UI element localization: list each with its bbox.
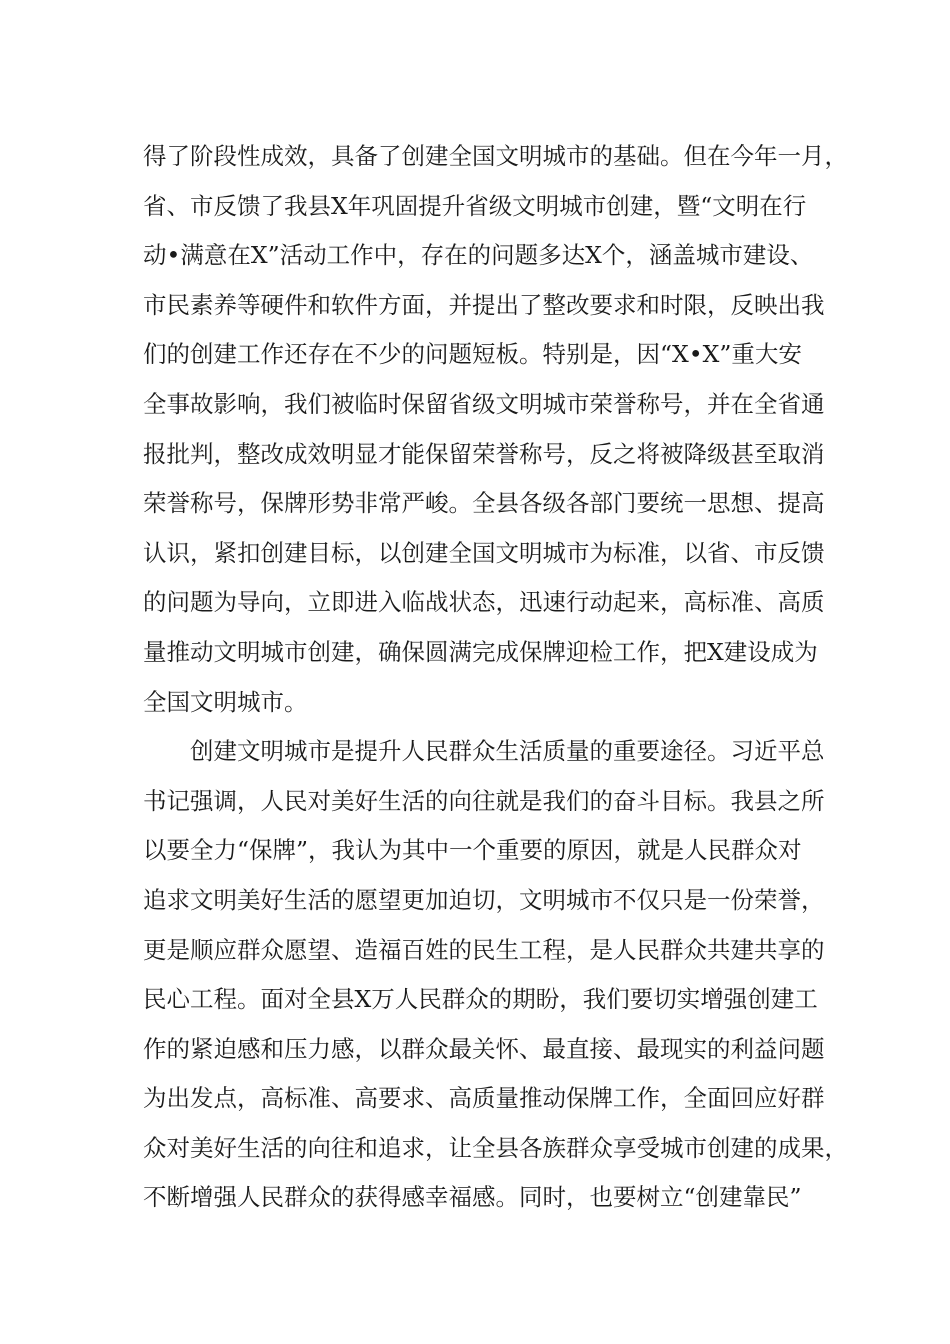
text-line: 不断增强人民群众的获得感幸福感。同时，也要树立“创建靠民” xyxy=(143,1183,802,1212)
text-line: 量推动文明城市创建，确保圆满完成保牌迎检工作，把X建设成为 xyxy=(143,637,818,666)
paragraph-2 xyxy=(143,727,848,1223)
text-line: 全国文明城市。 xyxy=(143,687,308,716)
text-line: 追求文明美好生活的愿望更加迫切，文明城市不仅只是一份荣誉， xyxy=(143,885,825,914)
text-line: 们的创建工作还存在不少的问题短板。特别是，因“X•X”重大安 xyxy=(143,340,802,369)
text-line: 报批判，整改成效明显才能保留荣誉称号，反之将被降级甚至取消 xyxy=(143,439,825,468)
text-line: 得了阶段性成效，具备了创建全国文明城市的基础。但在今年一月， xyxy=(143,142,848,170)
text-line: 众对美好生活的向往和追求，让全县各族群众享受城市创建的成果， xyxy=(143,1133,848,1162)
text-line: 省、市反馈了我县X年巩固提升省级文明城市创建，暨“文明在行 xyxy=(143,191,807,220)
text-line: 动•满意在X”活动工作中，存在的问题多达X个，涵盖城市建设、 xyxy=(143,241,814,270)
text-line: 为出发点，高标准、高要求、高质量推动保牌工作，全面回应好群 xyxy=(143,1084,825,1113)
text-line: 荣誉称号，保牌形势非常严峻。全县各级各部门要统一思想、提高 xyxy=(143,489,825,518)
text-line: 认识，紧扣创建目标，以创建全国文明城市为标准，以省、市反馈 xyxy=(143,538,825,567)
body-text xyxy=(143,132,848,1223)
text-line: 书记强调，人民对美好生活的向往就是我们的奋斗目标。我县之所 xyxy=(143,786,825,815)
text-line: 全事故影响，我们被临时保留省级文明城市荣誉称号，并在全省通 xyxy=(143,389,825,418)
text-line: 以要全力“保牌”，我认为其中一个重要的原因，就是人民群众对 xyxy=(143,836,802,865)
text-line: 更是顺应群众愿望、造福百姓的民生工程，是人民群众共建共享的 xyxy=(143,935,825,964)
text-line: 作的紧迫感和压力感，以群众最关怀、最直接、最现实的利益问题 xyxy=(143,1034,825,1063)
paragraph-1 xyxy=(143,132,848,727)
text-line: 民心工程。面对全县X万人民群众的期盼，我们要切实增强创建工 xyxy=(143,985,818,1014)
text-line-indented: 创建文明城市是提升人民群众生活质量的重要途径。习近平总 xyxy=(190,737,825,766)
text-line: 的问题为导向，立即进入临战状态，迅速行动起来，高标准、高质 xyxy=(143,588,825,617)
text-line: 市民素养等硬件和软件方面，并提出了整改要求和时限，反映出我 xyxy=(143,290,825,319)
